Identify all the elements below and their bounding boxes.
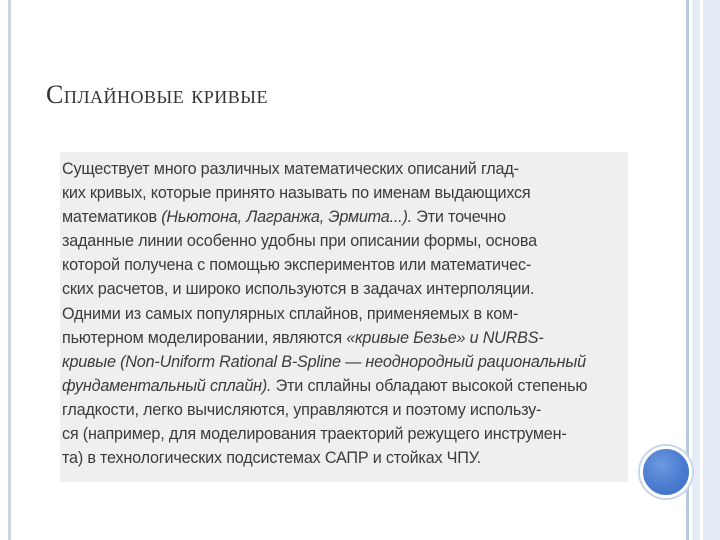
body-line-12: ся (например, для моделирования траекторий режущего инструмен- — [62, 425, 567, 444]
right-side-bar — [690, 0, 720, 540]
body-line-13: та) в технологических подсистемах САПР и стойках ЧПУ. — [62, 449, 481, 468]
circle-icon — [640, 446, 692, 498]
body-line-10: фундаментальный сплайн). Эти сплайны обладают высокой степенью — [62, 376, 588, 395]
body-line-7: Одними из самых популярных сплайнов, применяемых в ком- — [62, 304, 519, 323]
body-line-9: кривые (Non-Uniform Rational B-Spline — неоднородный рациональный — [62, 352, 586, 371]
slide-title: Сплайновые кривые — [46, 80, 268, 109]
body-text — [62, 157, 624, 470]
body-line-3: математиков (Ньютона, Лагранжа, Эрмита...). Эти точечно — [62, 208, 506, 227]
body-line-11: гладкости, легко вычисляются, управляются и поэтому использу- — [62, 400, 542, 419]
body-line-8: пьютерном моделировании, являются «кривые Безье» и NURBS- — [62, 328, 544, 347]
body-line-1: Существует много различных математических описаний глад- — [62, 160, 519, 178]
body-line-4: заданные линии особенно удобны при описании формы, основа — [62, 232, 537, 251]
body-line-6: ских расчетов, и широко используются в задачах интерполяции. — [62, 280, 535, 299]
body-line-5: которой получена с помощью экспериментов или математичес- — [62, 256, 532, 275]
body-line-2: ких кривых, которые принято называть по именам выдающихся — [62, 184, 531, 203]
left-decorative-rule — [8, 0, 11, 540]
